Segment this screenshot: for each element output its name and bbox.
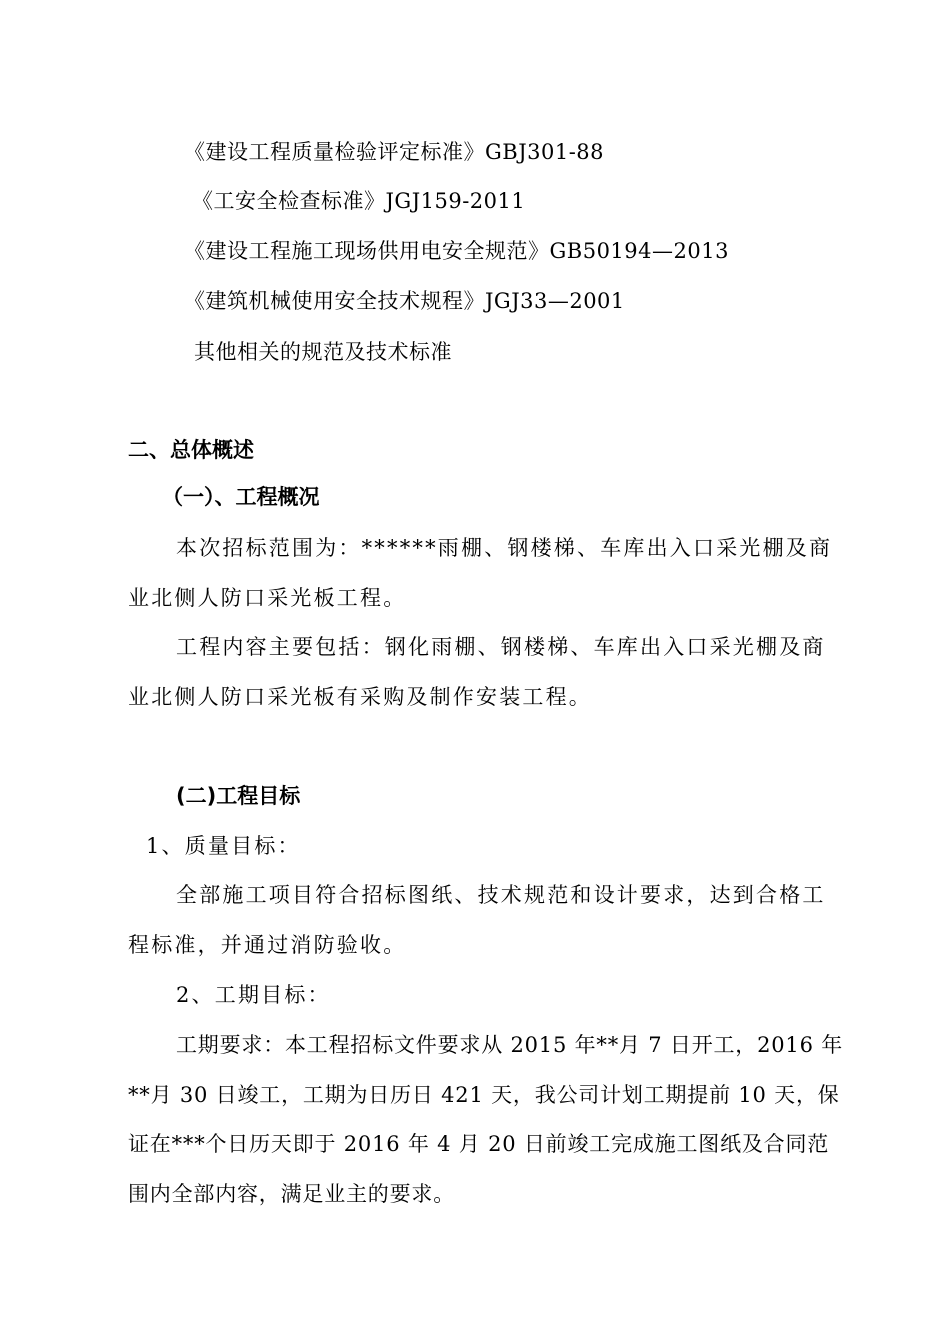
standard-item-4: 《建筑机械使用安全技术规程》JGJ33—2001 [184, 289, 625, 313]
standard-item-3: 《建设工程施工现场供用电安全规范》GB50194—2013 [184, 239, 729, 263]
standard-item-5: 其他相关的规范及技术标准 [194, 340, 452, 364]
schedule-paragraph-line-3: 证在***个日历天即于 2016 年 4 月 20 日前竣工完成施工图纸及合同范 [128, 1132, 830, 1156]
standard-item-2: 《工安全检查标准》JGJ159-2011 [192, 189, 526, 213]
quality-paragraph-line-1: 全部施工项目符合招标图纸、技术规范和设计要求，达到合格工 [176, 883, 826, 907]
section-heading-overview: 二、总体概述 [128, 438, 254, 462]
schedule-goal-title: 2、工期目标： [176, 983, 331, 1007]
scope-paragraph-line-2: 业北侧人防口采光板工程。 [128, 586, 407, 610]
schedule-paragraph-line-1: 工期要求：本工程招标文件要求从 2015 年**月 7 日开工，2016 年 [176, 1033, 844, 1057]
schedule-paragraph-line-4: 围内全部内容，满足业主的要求。 [128, 1182, 455, 1206]
scope-paragraph-line-1: 本次招标范围为：******雨棚、钢楼梯、车库出入口采光棚及商 [176, 536, 833, 560]
quality-paragraph-line-2: 程标准，并通过消防验收。 [128, 933, 407, 957]
subsection-heading-project-goals: (二)工程目标 [176, 784, 301, 808]
subsection-heading-project-overview: （一）、工程概况 [162, 485, 320, 509]
quality-goal-title: 1、质量目标： [146, 834, 301, 858]
standard-item-1: 《建设工程质量检验评定标准》GBJ301-88 [184, 140, 605, 164]
schedule-paragraph-line-2: **月 30 日竣工，工期为日历日 421 天，我公司计划工期提前 10 天，保 [128, 1083, 840, 1107]
content-paragraph-line-2: 业北侧人防口采光板有采购及制作安装工程。 [128, 685, 592, 709]
content-paragraph-line-1: 工程内容主要包括：钢化雨棚、钢楼梯、车库出入口采光棚及商 [176, 635, 826, 659]
